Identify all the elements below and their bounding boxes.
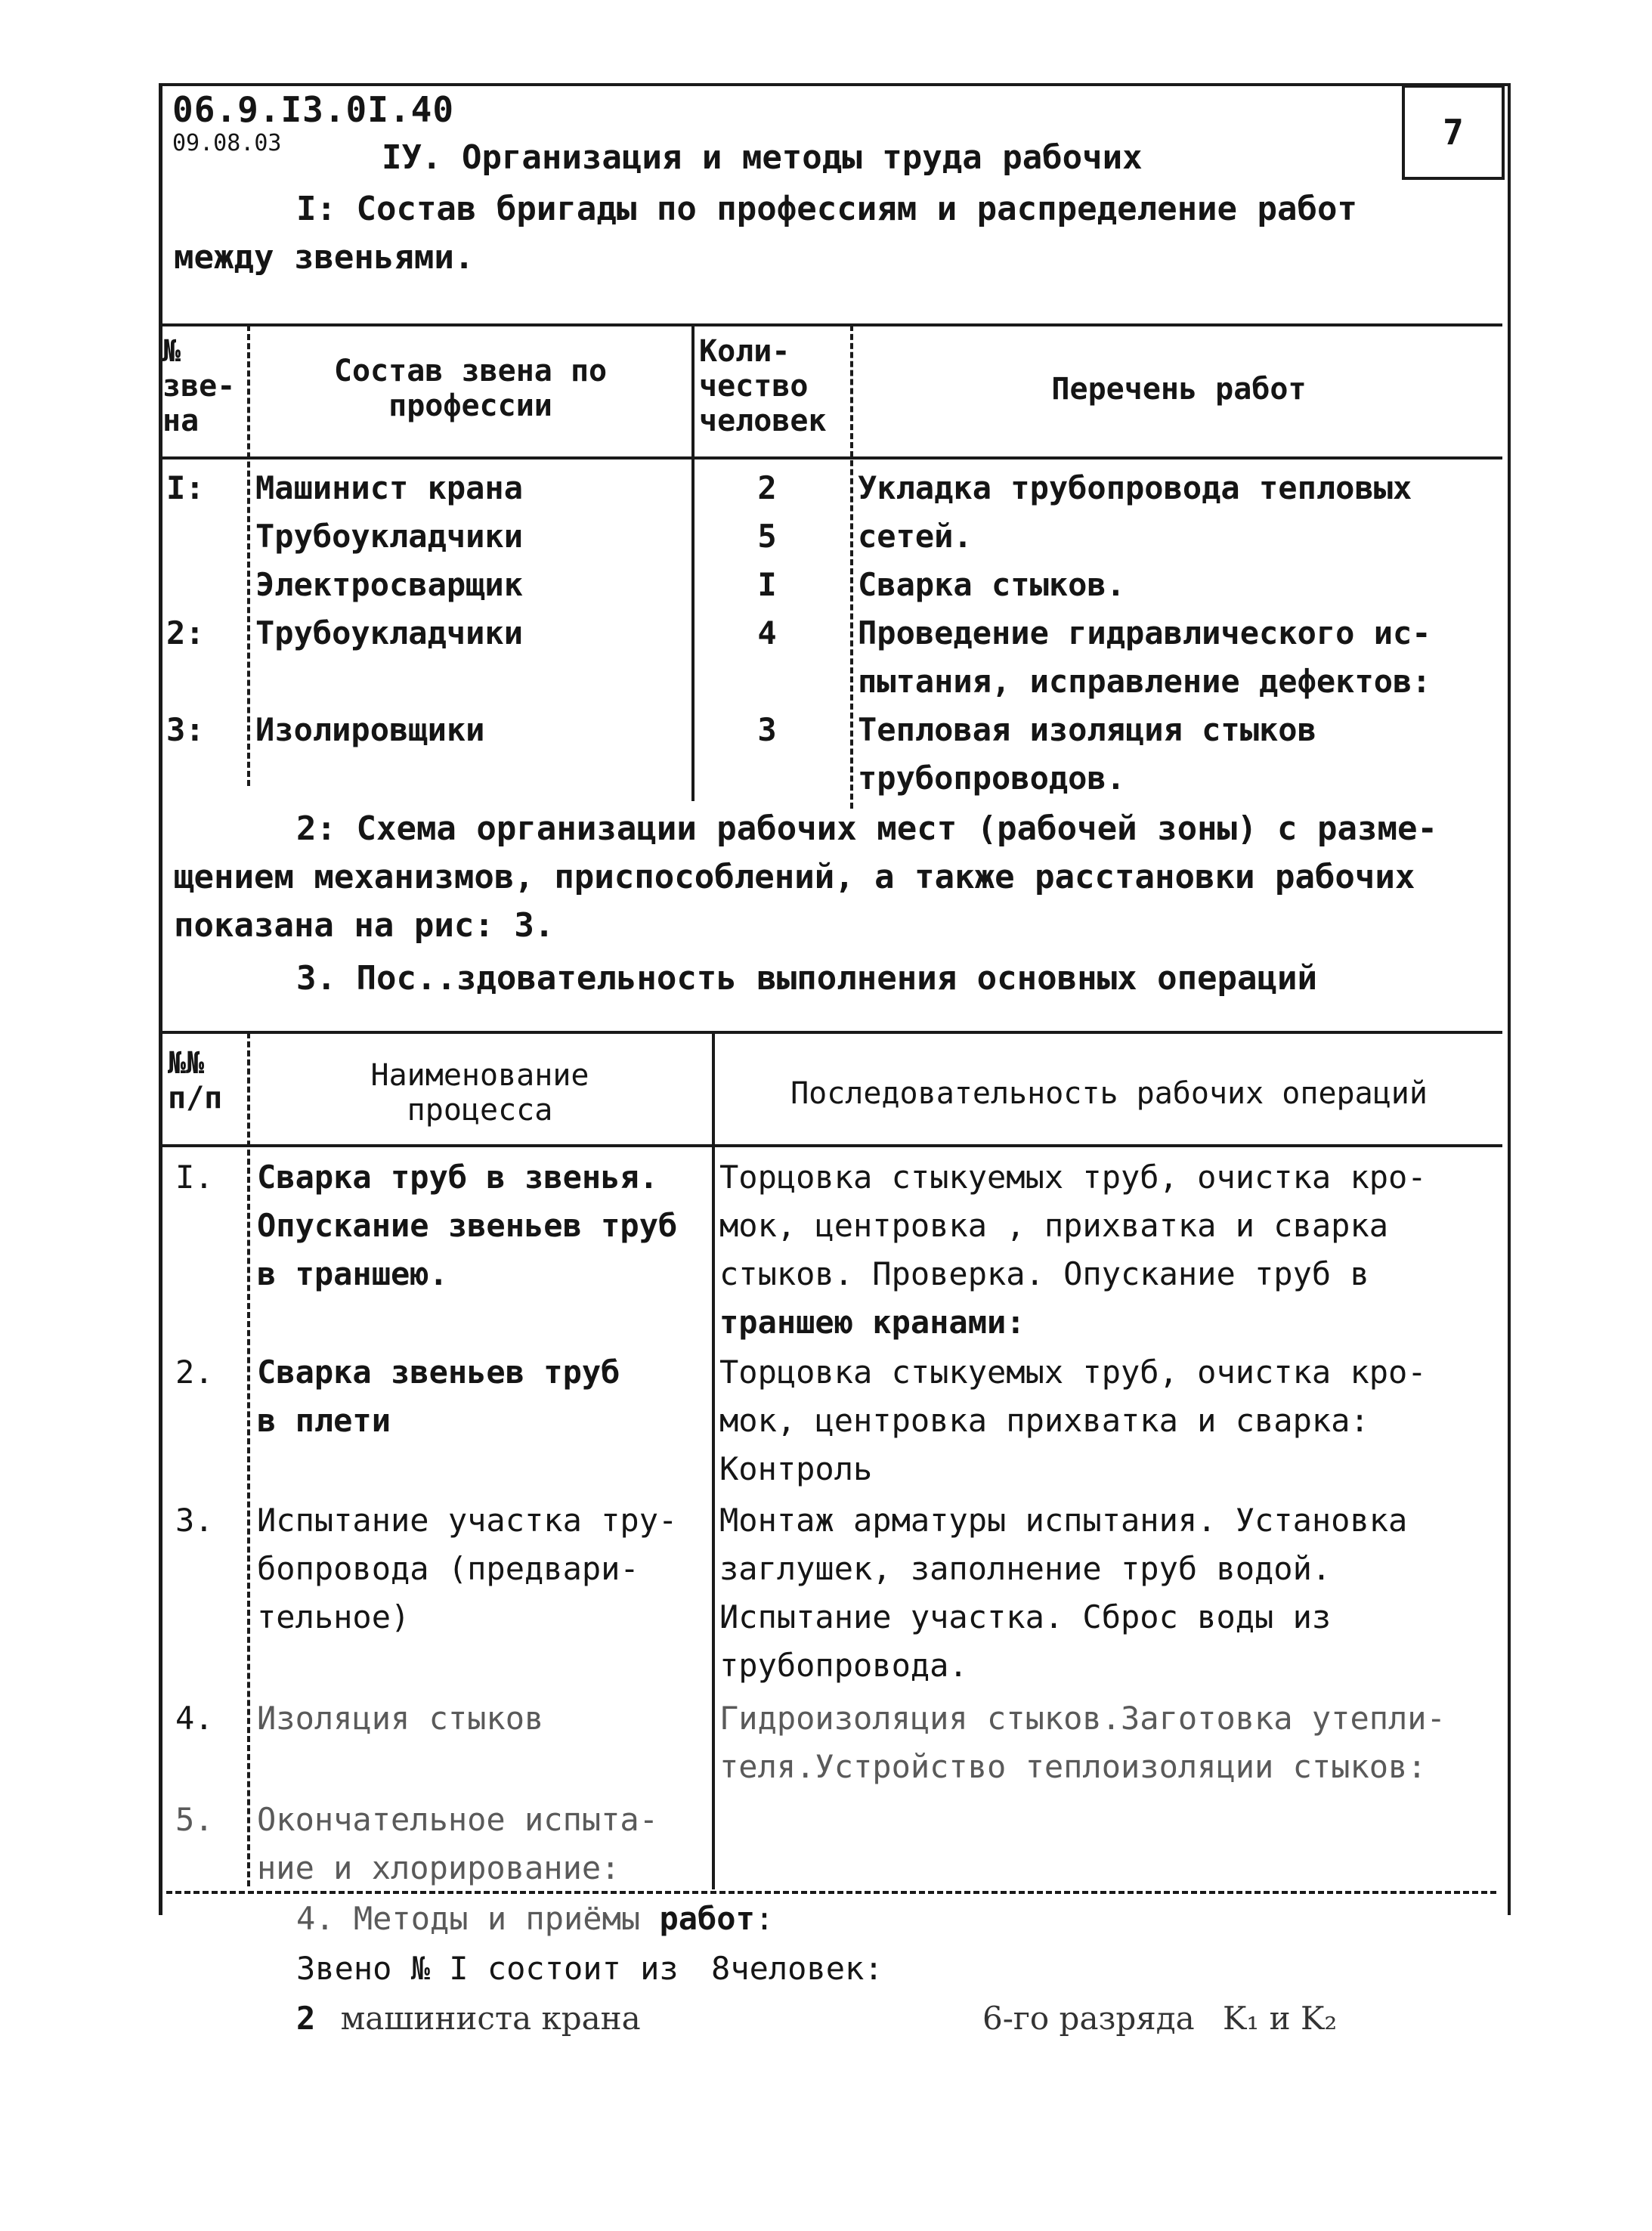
table2-row-process: ние и хлорирование: [257,1849,620,1886]
table2-row-sequence: трубопровода. [719,1647,968,1684]
section4-crane-grade: 6-го разряда K₁ и K₂ [982,2000,1338,2037]
table1-row-works: Сварка стыков. [858,566,1126,603]
page-number-box [1402,85,1505,180]
table2-header-border [160,1144,1502,1147]
table1-row-num: 2: [166,614,205,651]
table2-header-process: Наименование процесса [370,1058,589,1128]
table1-row-works: Тепловая изоляция стыков [858,711,1316,748]
table2-row-process: Опускание звеньев труб [257,1207,678,1244]
table2-col-divider [712,1032,715,1889]
table1-row-count: 5 [757,518,777,555]
table1-row-works: Укладка трубопровода тепловых [858,469,1412,506]
page-number: 7 [1443,112,1464,153]
section3-title: 3. Пос..здовательность выполнения основных операций [296,959,1318,998]
table2-row-sequence: Контроль [719,1450,873,1487]
table1-row-count: I [757,566,777,603]
table2-row-sequence: мок, центровка прихватка и сварка: [719,1402,1369,1439]
table2-row-process: Испытание участка тру- [257,1502,678,1539]
table2-col-divider [247,1032,250,1886]
table1-row-works: сетей. [858,518,973,555]
table2-row-sequence: мок, центровка , прихватка и сварка [719,1207,1389,1244]
section4-title: 4. Методы и приёмы работ: [296,1900,775,1937]
table1-row-profession: Трубоукладчики [255,518,524,555]
section2-line1: 2: Схема организации рабочих мест (рабочей зоны) с разме- [296,809,1437,848]
table2-row-sequence: заглушек, заполнение труб водой. [719,1550,1332,1587]
table1-row-count: 3 [757,711,777,748]
section1-title-line1: I: Состав бригады по профессиям и распределение работ [296,190,1357,228]
table1-row-profession: Электросварщик [255,566,524,603]
section2-line2: щением механизмов, приспособлений, а также расстановки рабочих [174,858,1415,896]
table1-row-count: 2 [757,469,777,506]
table1-row-num: I: [166,469,205,506]
table2-row-num: 3. [175,1502,214,1539]
table1-row-profession: Изолировщики [255,711,485,748]
table2-row-sequence: стыков. Проверка. Опускание труб в [719,1255,1369,1292]
table2-row-process: в траншею. [257,1255,448,1292]
table1-row-works: Проведение гидравлического ис- [858,614,1431,651]
table2-row-sequence: Гидроизоляция стыков.Заготовка утепли- [719,1700,1446,1737]
table2-row-num: I. [175,1159,214,1196]
table2-row-num: 2. [175,1354,214,1391]
section2-line3: показана на рис: 3. [174,906,555,945]
table2-header-num: №№ п/п [168,1046,223,1116]
table2-row-sequence: Торцовка стыкуемых труб, очистка кро- [719,1159,1427,1196]
table1-header-border [160,456,1502,460]
table1-header-num: № зве- на [162,334,236,438]
table2-row-process: в плети [257,1402,391,1439]
document-code: 06.9.I3.0I.40 [172,89,455,130]
section4-crane-line: 2 машиниста крана [296,2000,641,2037]
table2-row-sequence: теля.Устройство теплоизоляции стыков: [719,1748,1427,1785]
table1-col-divider [691,325,695,801]
table2-row-process: Окончательное испыта- [257,1801,659,1838]
table2-row-process: Сварка звеньев труб [257,1354,620,1391]
table2-row-process: бопровода (предвари- [257,1550,639,1587]
table2-header-sequence: Последовательность рабочих операций [790,1076,1428,1111]
table1-row-num: 3: [166,711,205,748]
table2-row-sequence: Монтаж арматуры испытания. Установка [719,1502,1408,1539]
table1-header-count: Коли- чество человек [699,334,827,438]
table2-row-sequence: Торцовка стыкуемых труб, очистка кро- [719,1354,1427,1391]
table2-row-process: Изоляция стыков [257,1700,544,1737]
section4-team-line: Звено № I состоит из 8человек: [296,1950,883,1987]
table1-row-count: 4 [757,614,777,651]
table1-top-border [160,323,1502,326]
table2-row-num: 5. [175,1801,214,1838]
document-date: 09.08.03 [172,130,282,156]
table1-col-divider [247,325,250,786]
table2-row-num: 4. [175,1700,214,1737]
table2-row-sequence: Испытание участка. Сброс воды из [719,1598,1332,1635]
table2-top-border [160,1031,1502,1034]
table1-row-works: трубопроводов. [858,760,1126,797]
table1-row-profession: Машинист крана [255,469,524,506]
table1-row-works: пытания, исправление дефектов: [858,663,1431,700]
section1-title-line2: между звеньями. [174,238,475,277]
table2-row-process: Сварка труб в звенья. [257,1159,659,1196]
table1-row-profession: Трубоукладчики [255,614,524,651]
section-title: IУ. Организация и методы труда рабочих [382,138,1143,177]
table1-col-divider [850,325,853,809]
table2-row-sequence: траншею кранами: [719,1304,1026,1341]
table1-header-composition: Состав звена по профессии [333,354,608,423]
table2-row-process: тельное) [257,1598,410,1635]
table1-header-works: Перечень работ [1051,372,1307,407]
